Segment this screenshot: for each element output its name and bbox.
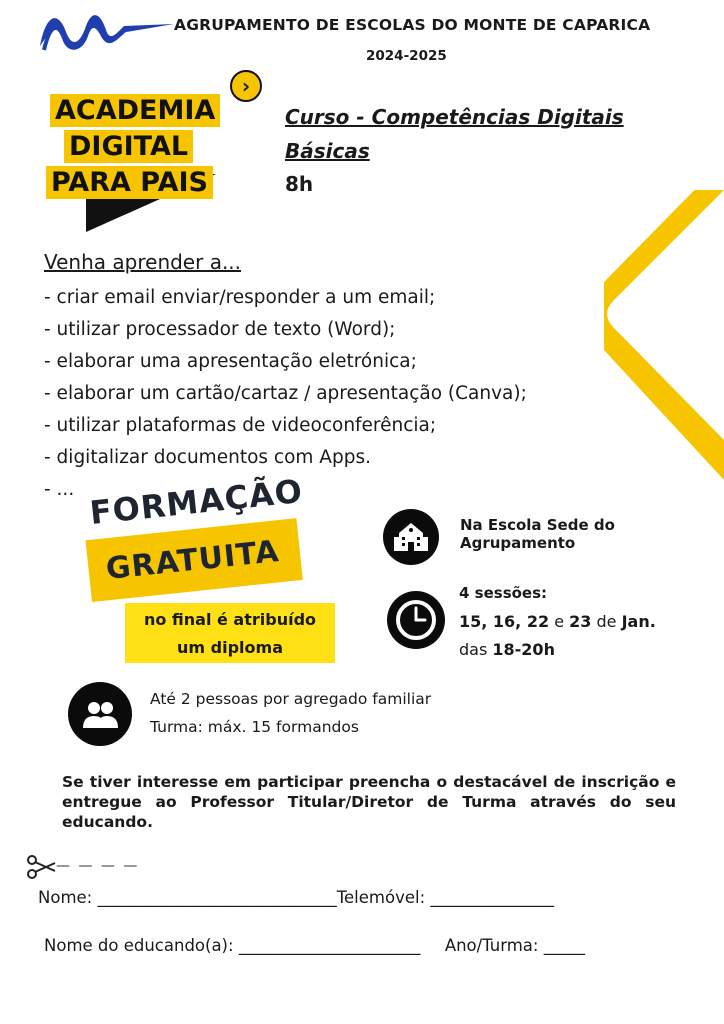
diploma-line-2: um diploma — [177, 638, 283, 657]
school-year: 2024-2025 — [366, 48, 447, 64]
school-logo-icon — [36, 4, 176, 54]
telemovel-label: Telemóvel: — [336, 888, 426, 907]
sessions-last-day: 23 — [569, 612, 592, 631]
location-text: Na Escola Sede do Agrupamento — [460, 516, 615, 552]
people-icon — [68, 682, 132, 746]
sessions-time: 18-20h — [492, 640, 555, 659]
list-item: - elaborar uma apresentação eletrónica; — [44, 351, 417, 372]
form-row-educando — [44, 936, 585, 955]
course-title: Curso - Competências Digitais Básicas — [285, 105, 624, 163]
nome-field: _____________________________ — [97, 888, 337, 907]
badge-line-digital: DIGITAL — [64, 130, 193, 163]
school-icon — [383, 509, 439, 565]
promo-gratuita: GRATUITA — [104, 534, 282, 587]
list-item: - ... — [44, 479, 75, 500]
promo-formacao: FORMAÇÃO — [88, 471, 305, 532]
sessions-prefix: das — [459, 640, 488, 659]
ano-turma-label: Ano/Turma: — [444, 936, 539, 955]
badge-line-para-pais: PARA PAIS — [46, 166, 213, 199]
decorative-ring-shape — [604, 190, 724, 480]
sessions-month: Jan. — [621, 612, 656, 631]
sessions-dates — [459, 612, 656, 631]
form-row-nome — [38, 888, 554, 907]
learn-heading: Venha aprender a... — [44, 250, 242, 274]
list-item: - elaborar um cartão/cartaz / apresentação (Canva); — [44, 383, 527, 404]
educando-label: Nome do educando(a): — [44, 936, 234, 955]
clock-icon — [387, 591, 445, 649]
educando-field: ______________________ — [238, 936, 421, 955]
list-item: - criar email enviar/responder a um email; — [44, 287, 436, 308]
badge-line-academia: ACADEMIA — [50, 94, 220, 127]
list-item: - digitalizar documentos com Apps. — [44, 447, 371, 468]
interest-paragraph: Se tiver interesse em participar preencha o destacável de inscrição e entregue ao Professor Titular/Diretor de Turma através do seu educando. — [62, 773, 676, 831]
scissors-icon — [26, 854, 56, 880]
telemovel-field: _______________ — [430, 888, 555, 907]
list-item: - utilizar plataformas de videoconferência; — [44, 415, 437, 436]
school-name: AGRUPAMENTO DE ESCOLAS DO MONTE DE CAPARICA — [174, 16, 651, 34]
sessions-connector-e: e — [554, 612, 565, 631]
academia-badge — [46, 64, 276, 232]
sessions-days: 15, 16, 22 — [459, 612, 550, 631]
class-limit: Turma: máx. 15 formandos — [150, 718, 359, 736]
list-item: - utilizar processador de texto (Word); — [44, 319, 396, 340]
chevron-right-icon: › — [230, 70, 262, 102]
cut-line: — — — — — [56, 858, 140, 874]
ano-turma-field: _____ — [543, 936, 585, 955]
nome-label: Nome: — [38, 888, 93, 907]
sessions-hours — [459, 640, 555, 659]
course-hours: 8h — [285, 172, 314, 196]
diploma-line-1: no final é atribuído — [143, 610, 317, 629]
sessions-connector-de: de — [596, 612, 617, 631]
participants-limit: Até 2 pessoas por agregado familiar — [150, 690, 432, 708]
sessions-label: 4 sessões: — [459, 584, 548, 602]
